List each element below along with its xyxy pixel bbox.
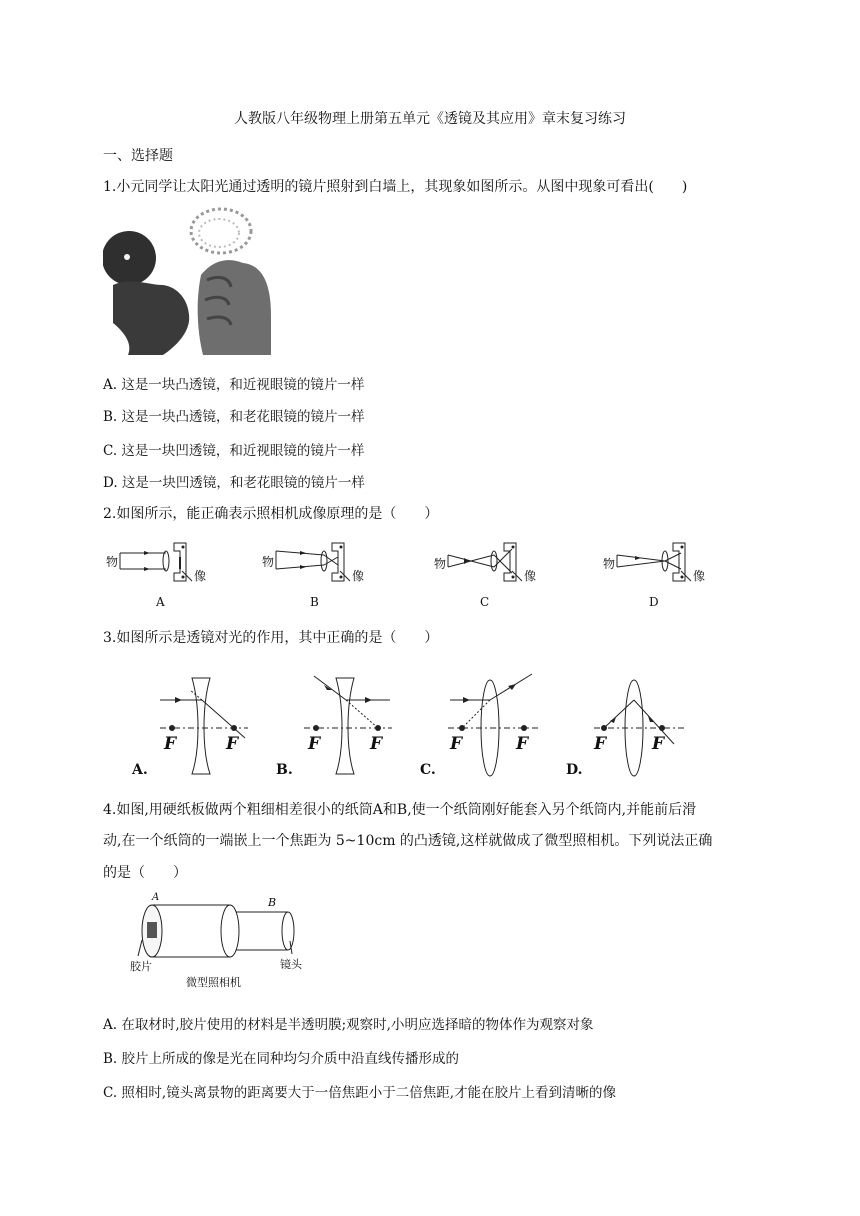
focus-label: F — [164, 734, 177, 754]
object-label: 物 — [262, 555, 275, 569]
question-3-figure-a — [130, 666, 260, 786]
question-1-option-b: B. 这是一块凸透镜，和老花眼镜的镜片一样 — [103, 409, 365, 425]
object-label: 物 — [106, 555, 119, 569]
figure-label-a: A. — [132, 762, 148, 778]
question-2-figure-a — [106, 535, 226, 615]
tube-b-label: B — [268, 896, 277, 909]
question-2-stem: 2.如图所示，能正确表示照相机成像原理的是（ ） — [103, 506, 439, 522]
question-1-photo — [103, 205, 275, 355]
focus-label: F — [308, 734, 321, 754]
question-4-figure-camera — [130, 892, 320, 992]
question-4-stem-line-3: 的是（ ） — [103, 865, 187, 881]
question-2-figure-b — [262, 535, 382, 615]
focus-label: F — [370, 734, 383, 754]
figure-label-d: D — [649, 595, 659, 609]
focus-label: F — [450, 734, 463, 754]
figure-label-b: B. — [276, 762, 293, 778]
image-label: 像 — [194, 569, 207, 583]
image-label: 像 — [693, 569, 706, 583]
figure-label-b: B — [310, 595, 319, 609]
question-3-figure-d — [566, 666, 696, 786]
object-label: 物 — [434, 557, 447, 571]
question-4-option-b: B. 胶片上所成的像是光在同种均匀介质中沿直线传播形成的 — [103, 1051, 460, 1067]
question-1-stem: 1.小元同学让太阳光通过透明的镜片照射到白墙上，其现象如图所示。从图中现象可看出( ) — [103, 179, 688, 195]
image-label: 像 — [524, 569, 537, 583]
question-4-option-a: A. 在取材时,胶片使用的材料是半透明膜;观察时,小明应选择暗的物体作为观察对象 — [103, 1017, 594, 1033]
object-label: 物 — [603, 557, 616, 571]
question-1-option-a: A. 这是一块凸透镜，和近视眼镜的镜片一样 — [103, 377, 365, 393]
tube-a-label: A — [152, 892, 160, 903]
question-2-figure-c — [434, 535, 554, 615]
question-4-stem-line-2: 动,在一个纸筒的一端嵌上一个焦距为 5~10cm 的凸透镜,这样就做成了微型照相机。下列说法正确 — [103, 833, 713, 849]
focus-label: F — [594, 734, 607, 754]
question-3-figure-b — [274, 666, 404, 786]
section-heading: 一、选择题 — [103, 148, 173, 164]
question-2-figure-d — [603, 535, 723, 615]
image-label: 像 — [352, 569, 365, 583]
lens-label: 镜头 — [280, 958, 302, 971]
question-4-stem-line-1: 4.如图,用硬纸板做两个粗细相差很小的纸筒A和B,使一个纸筒刚好能套入另个纸筒内,并能前后滑 — [103, 802, 697, 818]
question-1-option-d: D. 这是一块凹透镜，和老花眼镜的镜片一样 — [103, 475, 365, 491]
figure-label-c: C. — [420, 762, 436, 778]
focus-label: F — [516, 734, 529, 754]
figure-label-c: C — [480, 595, 490, 609]
figure-label-d: D. — [566, 762, 583, 778]
focus-label: F — [652, 734, 665, 754]
figure-label-a: A — [156, 595, 165, 609]
question-1-option-c: C. 这是一块凹透镜，和近视眼镜的镜片一样 — [103, 443, 365, 459]
question-3-stem: 3.如图所示是透镜对光的作用，其中正确的是（ ） — [103, 630, 439, 646]
page-title: 人教版八年级物理上册第五单元《透镜及其应用》章末复习练习 — [234, 111, 626, 127]
question-4-option-c: C. 照相时,镜头离景物的距离要大于一倍焦距小于二倍焦距,才能在胶片上看到清晰的像 — [103, 1085, 617, 1101]
focus-label: F — [226, 734, 239, 754]
question-3-figure-c — [420, 666, 550, 786]
film-label: 胶片 — [130, 960, 152, 973]
figure-caption: 微型照相机 — [186, 976, 241, 989]
